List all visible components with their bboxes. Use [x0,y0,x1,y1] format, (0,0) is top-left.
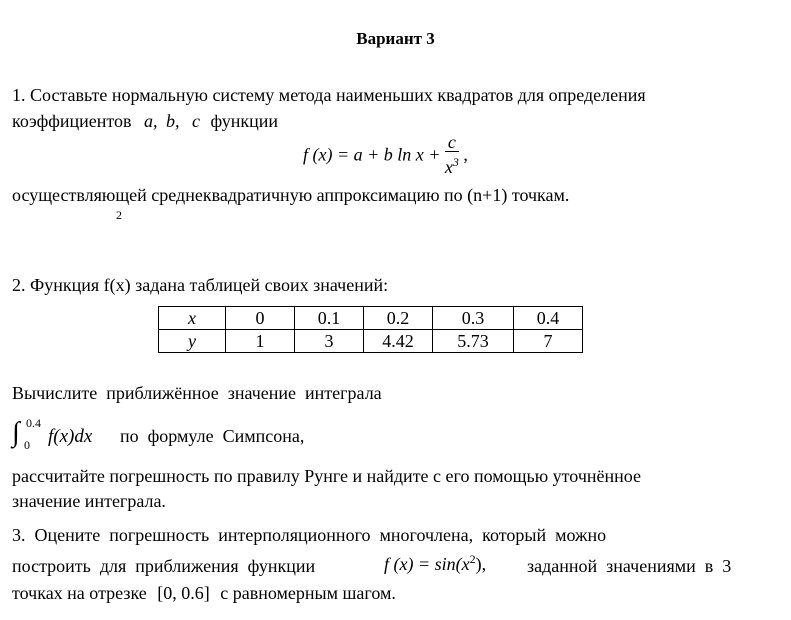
table-row-y [159,330,583,353]
task1-line3: осуществляющей среднеквадратичную аппроксимацию по (n+1) точкам. [12,185,570,205]
integral-suffix: по формуле Симпсона, [120,426,305,446]
coef-b: b, [166,111,180,131]
task3-func [384,552,486,575]
func-base: f (x) = sin(x [384,554,470,574]
formula-den-base: x [444,157,453,177]
table-cell: 0 [226,307,295,330]
table-cell: 5.73 [433,330,514,353]
integral-upper: 0.4 [26,416,41,430]
integral-lower: 0 [24,438,30,452]
task3-line2-suffix: заданной значениями в 3 [527,556,732,576]
page-title: Вариант 3 [356,29,435,48]
task3-line3 [12,583,396,604]
formula-numerator: c [445,133,459,152]
table-cell: 0.2 [364,307,433,330]
task3-line1: 3. Оцените погрешность интерполяционного многочлена, который можно [12,525,607,545]
values-table [158,306,583,353]
table-cell: 3 [295,330,364,353]
coef-c: c [192,111,201,131]
task1-line2 [12,111,278,132]
table-cell: 0.1 [295,307,364,330]
formula-denominator [445,152,459,177]
formula-den-power: 3 [452,155,459,169]
coef-a: a, [144,111,158,131]
integral-body: f(x)dx [48,426,93,447]
integral-sign: ∫ [12,417,20,448]
table-cell: 4.42 [364,330,433,353]
table-cell: 7 [514,330,583,353]
formula-left: f (x) = a + b ln x + [303,144,441,165]
formula-fraction [445,133,459,177]
formula-tail: , [463,144,468,165]
task1-formula [303,133,468,177]
table-cell-x-label: x [159,307,226,330]
task1-line2-suffix: функции [210,111,279,131]
task3-line3-prefix: точках на отрезке [12,583,147,603]
runge-line1: рассчитайте погрешность по правилу Рунге и найдите с его помощью уточнённое [12,466,641,486]
task1-line1: 1. Составьте нормальную систему метода наименьших квадратов для определения [12,85,646,105]
task2-compute: Вычислите приближённое значение интеграла [12,383,382,403]
func-power: 2 [469,552,476,566]
stray-mark: 2 [116,208,122,222]
task1-line2-prefix: коэффициентов [12,111,132,131]
task2-intro: 2. Функция f(x) задана таблицей своих значений: [12,275,389,295]
interval: [0, 0.6] [157,583,210,603]
func-close: ), [475,554,487,574]
table-row-x [159,307,583,330]
table-cell: 0.3 [433,307,514,330]
table-cell: 1 [226,330,295,353]
task3-line3-suffix: с равномерным шагом. [220,583,396,603]
table-cell: 0.4 [514,307,583,330]
runge-line2: значение интеграла. [12,491,166,511]
table-cell-y-label: y [159,330,226,353]
task3-line2-prefix: построить для приближения функции [12,556,316,576]
